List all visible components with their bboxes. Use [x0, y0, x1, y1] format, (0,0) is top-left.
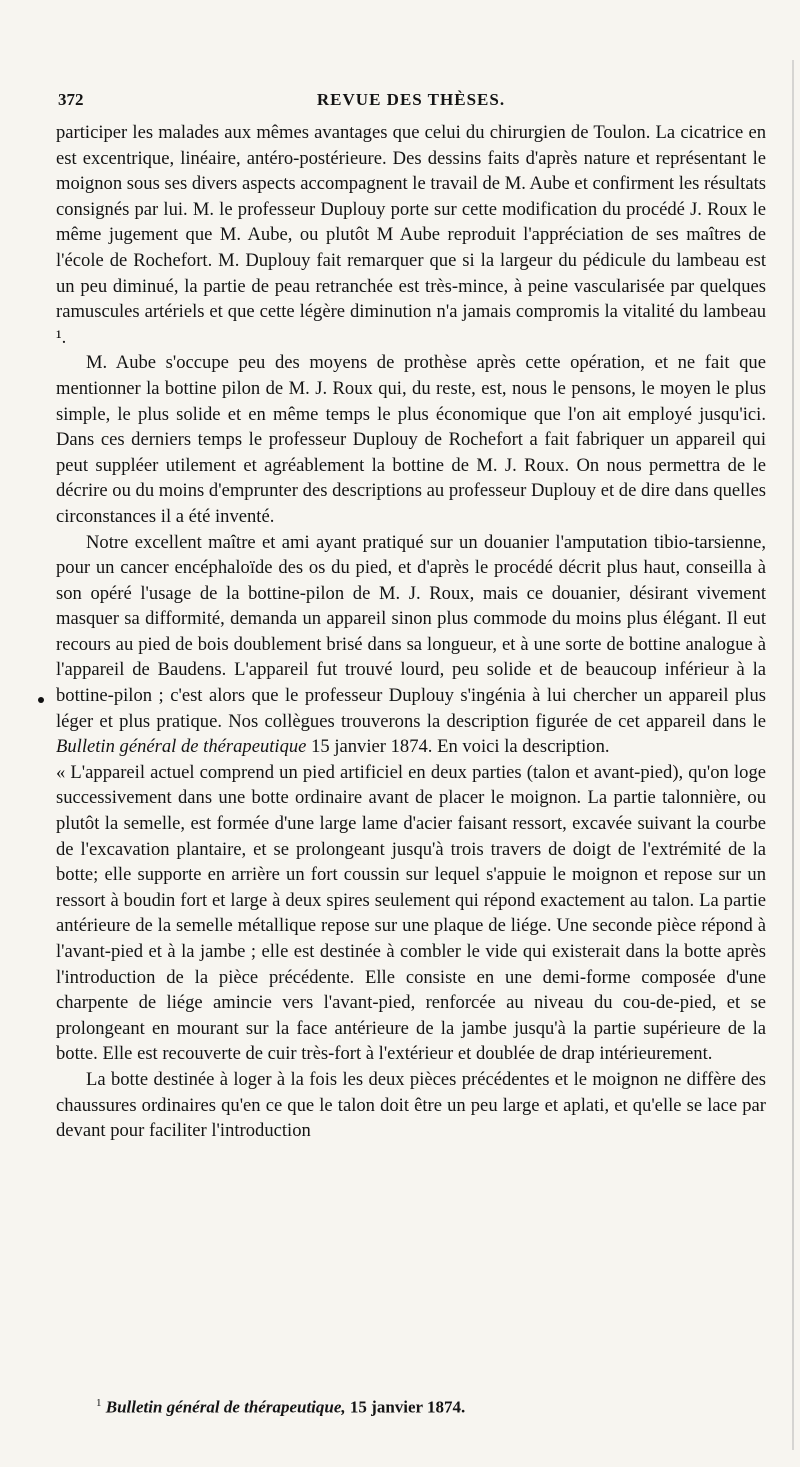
margin-mark — [38, 697, 44, 703]
journal-date-inline: 15 janvier 1874. En voici la description. — [306, 736, 610, 758]
body-text — [56, 120, 766, 1144]
journal-title-inline: Bulletin général de thérapeutique — [56, 736, 307, 758]
paragraph-4-quote: « L'appareil actuel comprend un pied artificiel en deux parties (talon et avant-pied), qu'on loge successivement dans une botte ordinaire avant de placer le moignon. La partie talonnière, ou plutôt la semelle, est formée d'une large lame d'acier faisant ressort, excavée suivant la courbe de l'excavation plantaire, et se prolongeant jusqu'à trois travers de doigt de l'extrémité de la botte; elle supporte en arrière un fort coussin sur lequel s'appuie le moignon et repose sur un ressort à boudin fort et large à deux spires seulement qui répond exactement au talon. La partie antérieure de la semelle métallique repose sur une plaque de liége. Une seconde pièce répond à l'avant-pied et à la jambe ; elle est destinée à combler le vide qui existerait dans la botte après l'introduction de la pièce précédente. Elle consiste en une demi-forme composée d'une charpente de liége amincie vers l'avant-pied, renforcée au niveau du cou-de-pied, et se prolongeant en mourant sur la face antérieure de la jambe jusqu'à la partie supérieure de la botte. Elle est recouverte de cuir très-fort à l'extérieur et doublée de drap intérieurement. — [56, 761, 766, 1065]
paragraph-2: M. Aube s'occupe peu des moyens de prothèse après cette opération, et ne fait que mentionner la bottine pilon de M. J. Roux qui, du reste, est, nous le pensons, le moyen le plus simple, le plus solide et en même temps le plus économique que l'on ait employé jusqu'ici. Dans ces derniers temps le professeur Duplouy de Rochefort a fait fabriquer un appareil qui peut suppléer utilement et agréablement la bottine de M. J. Roux. On nous permettra de le décrire ou du moins d'emprunter des descriptions au professeur Duplouy et de dire dans quelles circonstances il a été inventé. — [56, 352, 766, 527]
paragraph-3 — [56, 530, 766, 760]
footnote-mark: 1 — [96, 1397, 102, 1409]
footnote — [56, 1397, 766, 1418]
running-title: REVUE DES THÈSES. — [316, 90, 506, 109]
footnote-title: Bulletin général de thérapeutique, — [105, 1397, 346, 1417]
page-number: 372 — [58, 90, 84, 109]
document-page — [56, 86, 766, 1144]
paragraph-5: La botte destinée à loger à la fois les deux pièces précédentes et le moignon ne diffère des chaussures ordinaires qu'en ce que le talon doit être un peu large et aplati, et qu'elle se lace par devant pour faciliter l'introduction — [56, 1068, 766, 1142]
page-header — [56, 86, 766, 116]
paragraph-3-text: Notre excellent maître et ami ayant pratiqué sur un douanier l'amputation tibio-tarsienne, pour un cancer encéphaloïde des os du pied, et d'après le procédé décrit plus haut, conseilla à son opéré l'usage de la bottine-pilon de M. J. Roux, mais ce douanier, désirant vivement masquer sa difformité, demanda un appareil sinon plus commode du moins plus élégant. Il eut recours au pied de bois doublement brisé dans sa longueur, et à une sorte de bottine analogue à l'appareil de Baudens. L'appareil fut trouvé lourd, peu solide et de beaucoup inférieur à la bottine-pilon ; c'est alors que le professeur Duplouy s'ingénia à lui chercher un appareil plus léger et plus pratique. Nos collègues trouverons la description figurée de cet appareil dans le — [56, 531, 766, 732]
page-edge-shadow — [792, 60, 794, 1450]
footnote-date: 15 janvier 1874. — [345, 1397, 466, 1417]
paragraph-1: participer les malades aux mêmes avantages que celui du chirurgien de Toulon. La cicatrice en est excentrique, linéaire, antéro-postérieure. Des dessins faits d'après nature et représentant le moignon sous ses divers aspects accompagnent le travail de M. Aube et confirment les résultats consignés par lui. M. le professeur Duplouy porte sur cette modification du procédé J. Roux le même jugement que M. Aube, ou plutôt M Aube reproduit l'appréciation de ses maîtres de l'école de Rochefort. M. Duplouy fait remarquer que si la largeur du pédicule du lambeau est un peu diminué, la partie de peau retranchée est très-mince, à peine vascularisée par quelques ramuscules artériels et que cette légère diminution n'a jamais compromis la vitalité du lambeau ¹. — [56, 122, 766, 348]
